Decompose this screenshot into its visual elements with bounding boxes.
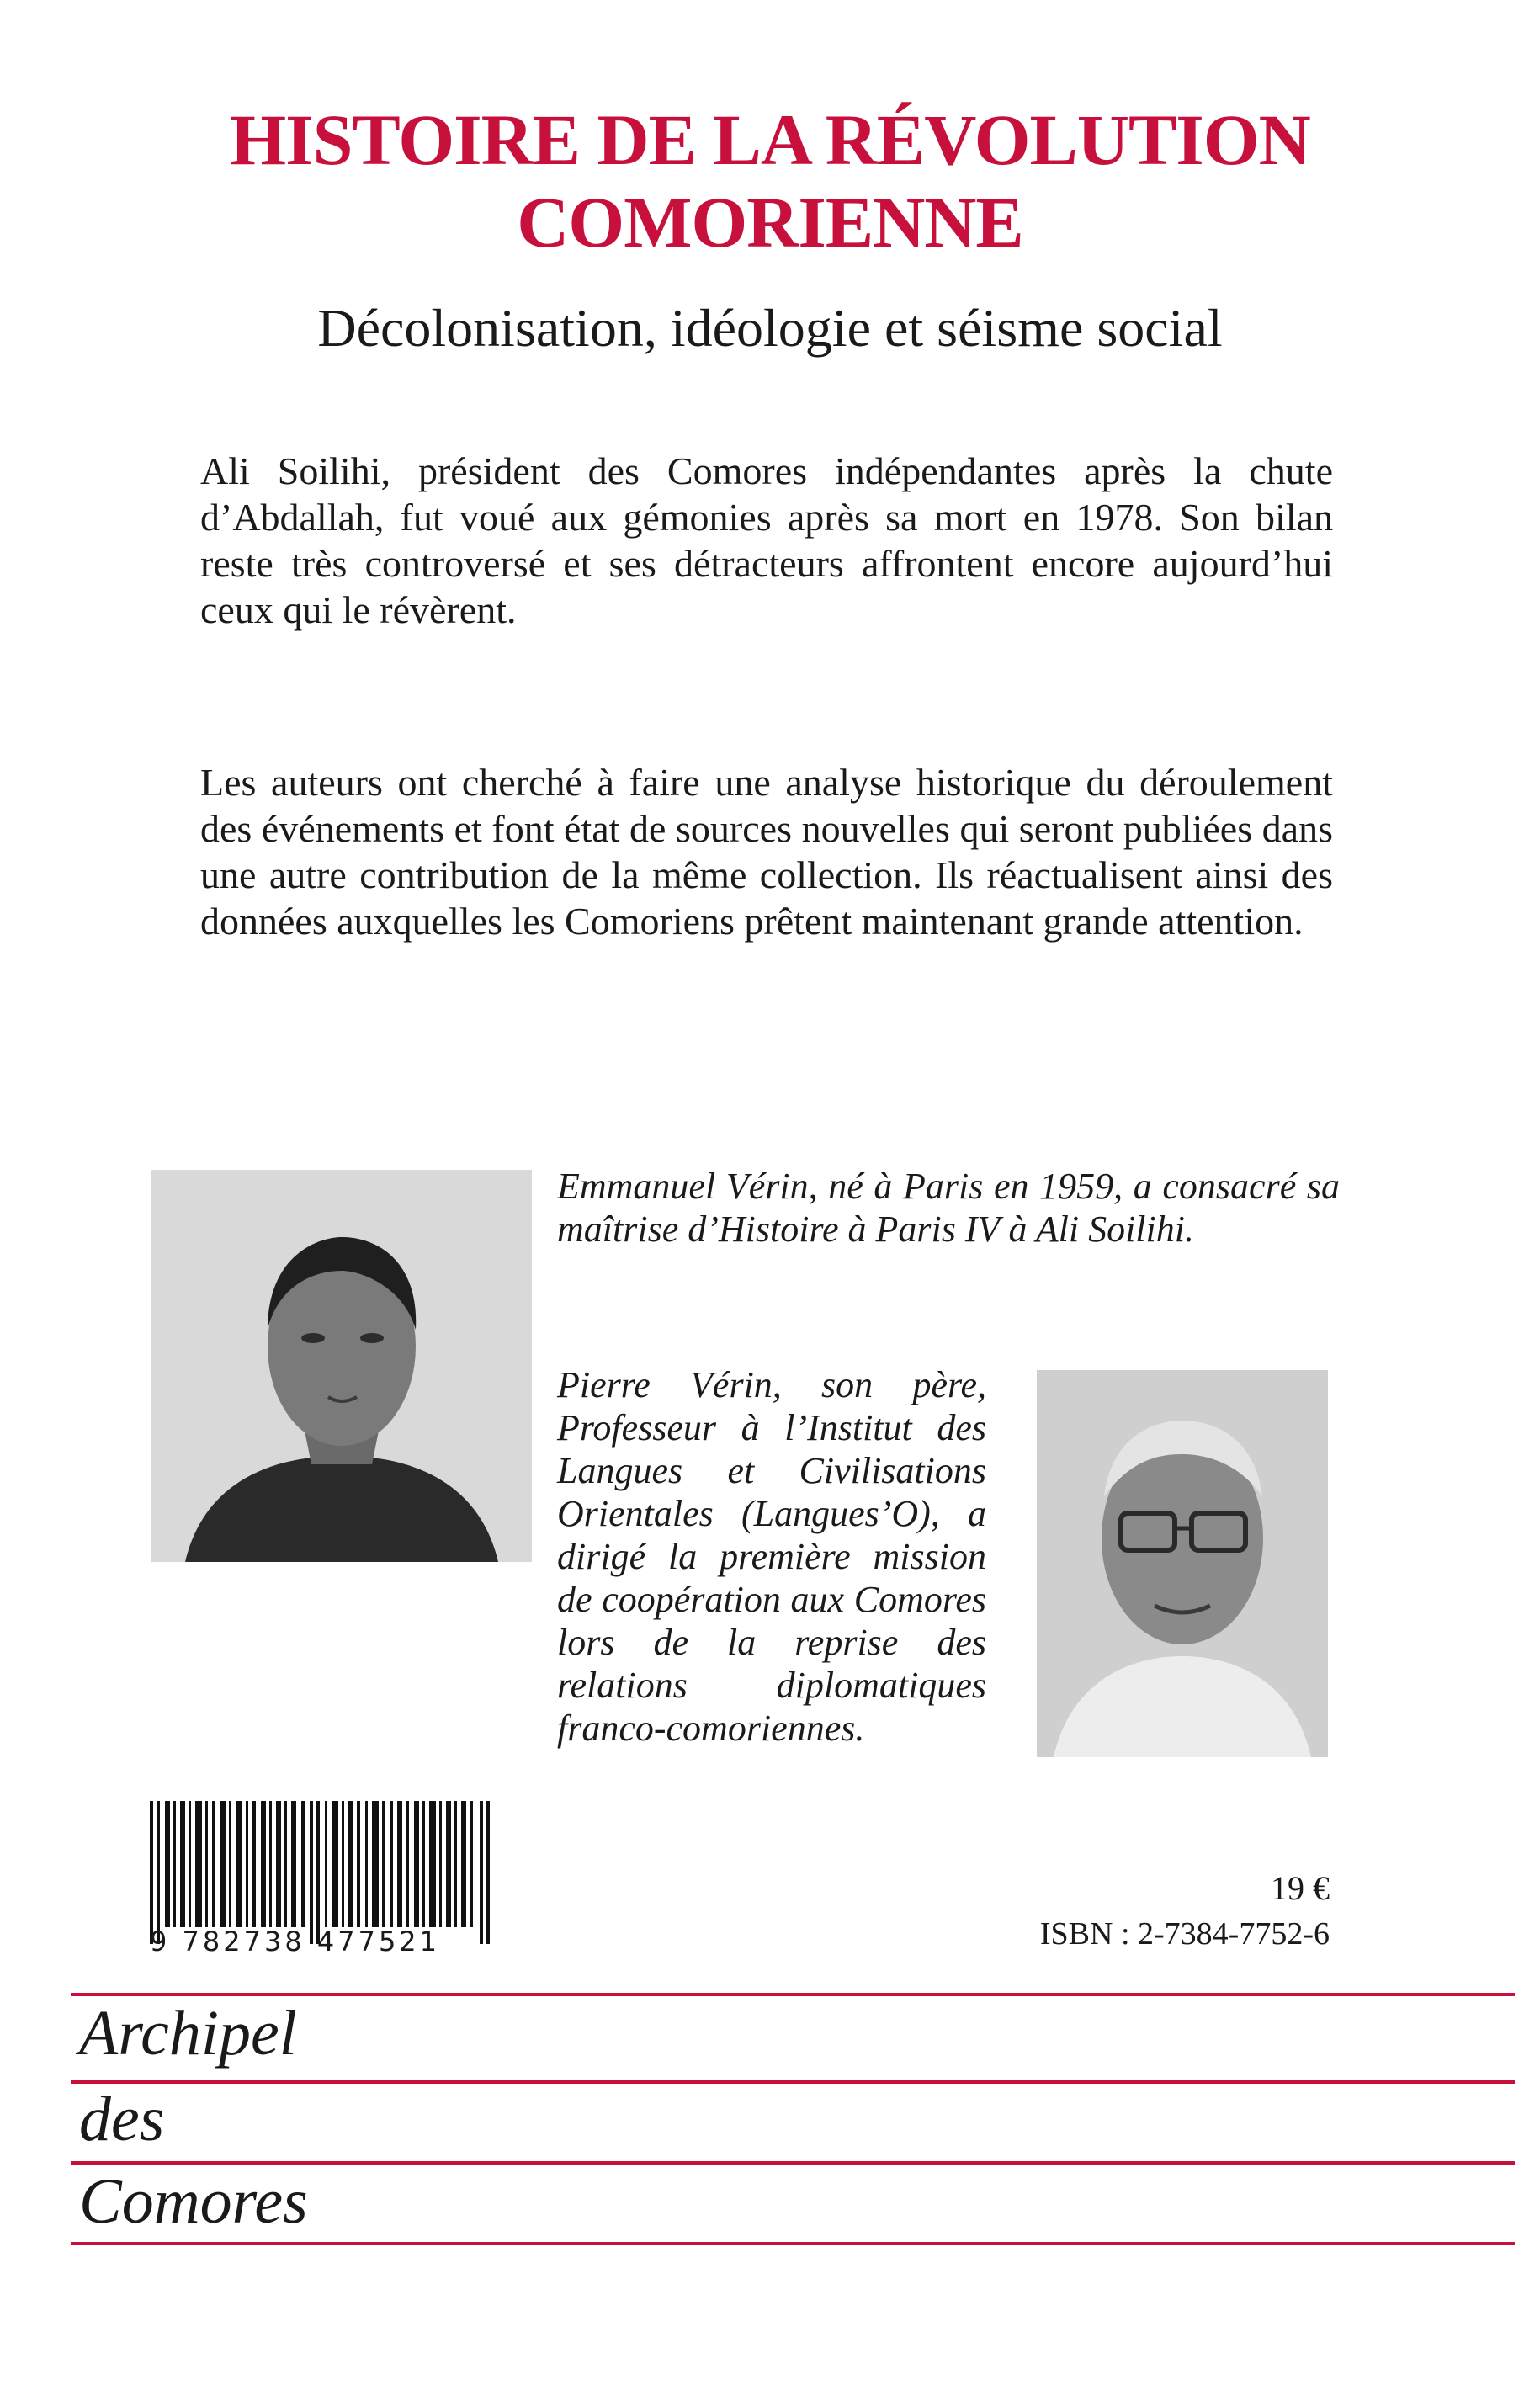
series-rule-3 — [71, 2161, 1515, 2165]
author-2-bio: Pierre Vérin, son père, Professeur à l’Institut des Langues et Civilisations Orientales (Langues’O), a dirigé la première mission de coopération aux Comores lors de la reprise des relations diplomatiques franco-comoriennes. — [557, 1364, 986, 1749]
barcode-number: 9 782738 477521 — [150, 1926, 441, 1957]
series-name-line-2: des — [79, 2084, 165, 2154]
book-title-line-1: HISTOIRE DE LA RÉVOLUTION — [230, 99, 1310, 180]
series-rule-4 — [71, 2242, 1515, 2245]
book-title-line-2: COMORIENNE — [517, 182, 1023, 263]
isbn: ISBN : 2-7384-7752-6 — [1039, 1916, 1330, 1952]
blurb-paragraph-2: Les auteurs ont cherché à faire une analyse historique du déroulement des événements et font état de sources nouvelles qui seront publiées dans une autre contribution de la même collection. Ils réactualisent ainsi des données auxquelles les Comoriens prêtent maintenant grande attention. — [200, 761, 1333, 943]
series-name-line-1: Archipel — [79, 1998, 297, 2069]
blurb-paragraph-1: Ali Soilihi, président des Comores indépendantes après la chute d’Abdallah, fut voué aux gémonies après sa mort en 1978. Son bilan reste très controversé et ses détracteurs affrontent encore aujourd’hui ceux qui le révèrent. — [200, 449, 1333, 631]
book-subtitle: Décolonisation, idéologie et séisme social — [317, 298, 1223, 358]
series-name-line-3: Comores — [79, 2166, 308, 2237]
series-rule-2 — [71, 2080, 1515, 2084]
author-photo-emmanuel-verin — [151, 1170, 532, 1562]
author-photo-pierre-verin — [1037, 1370, 1328, 1757]
price: 19 € — [1271, 1869, 1330, 1907]
series-rule-1 — [71, 1993, 1515, 1996]
author-1-bio: Emmanuel Vérin, né à Paris en 1959, a consacré sa maîtrise d’Histoire à Paris IV à Ali Soilihi. — [557, 1166, 1340, 1250]
